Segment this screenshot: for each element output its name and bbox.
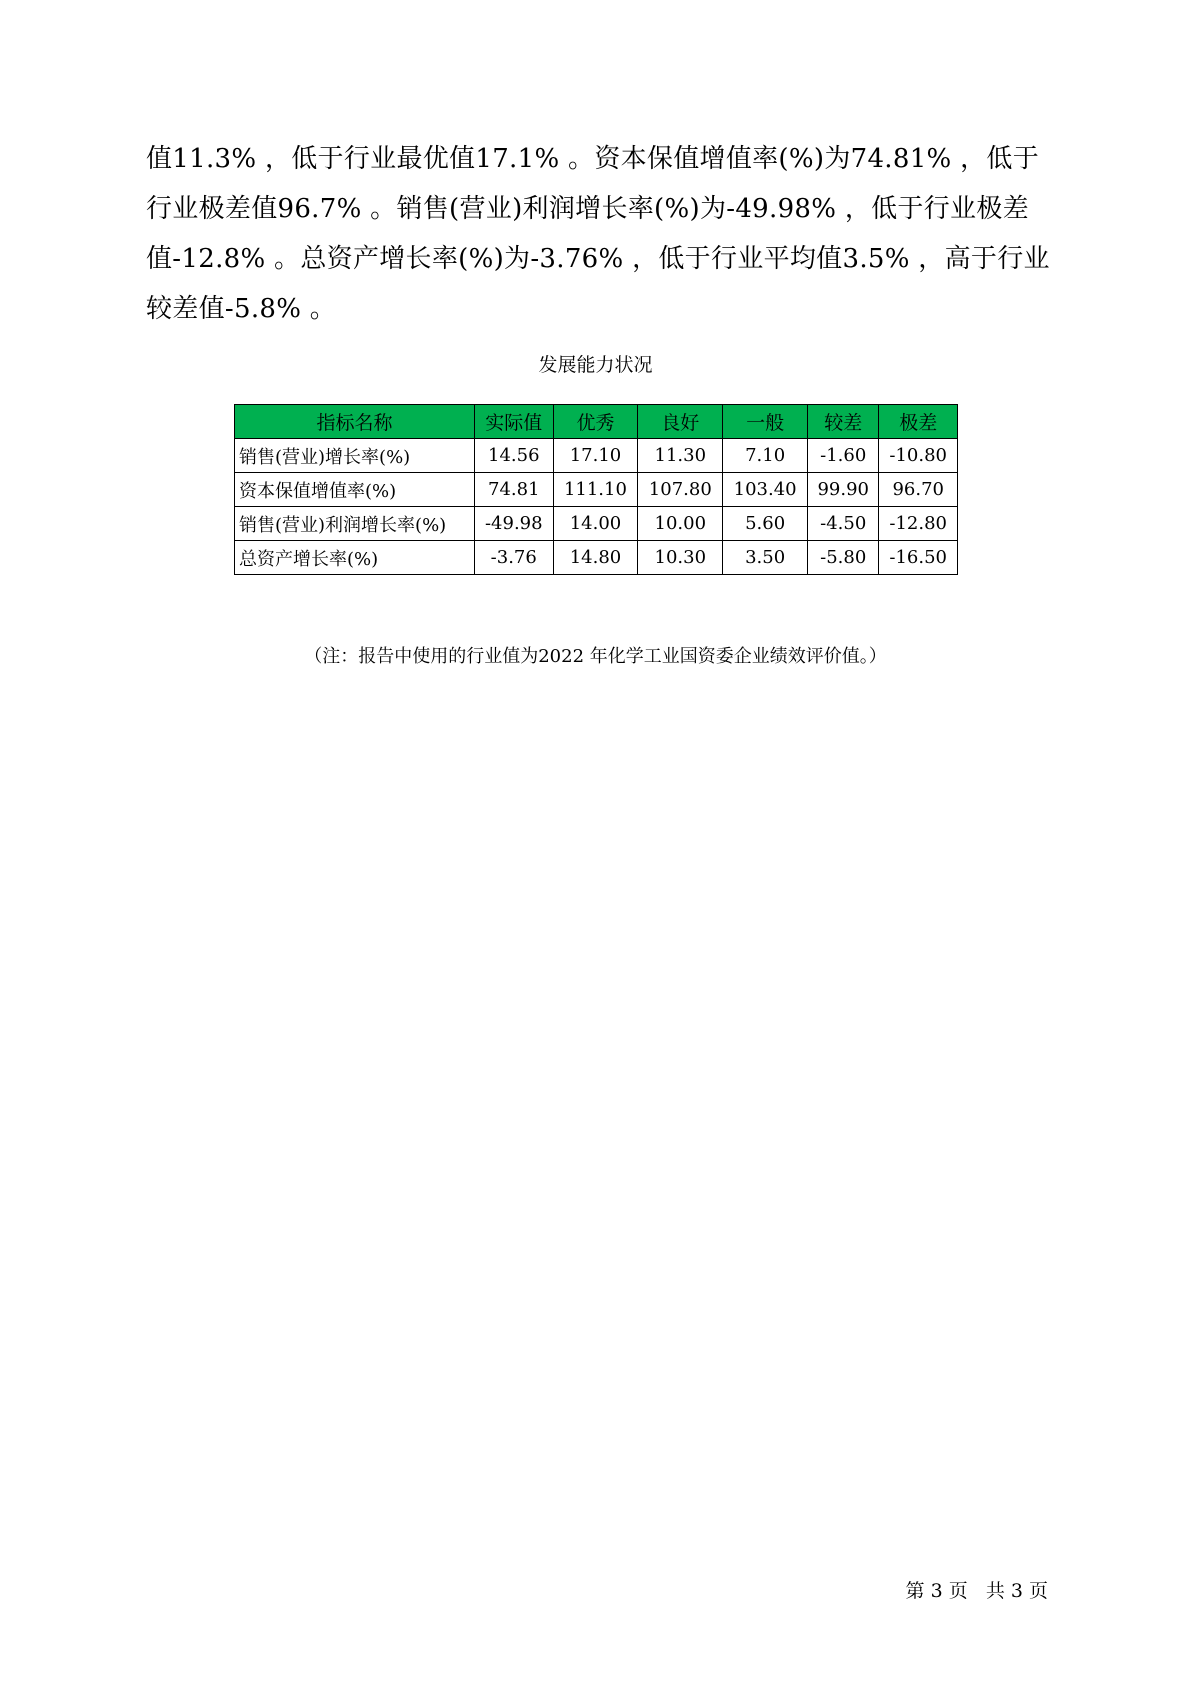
row-indicator-name: 销售(营业)增长率(%) [235, 439, 475, 473]
page-total: 共 3 页 [985, 1580, 1048, 1602]
cell-excellent: 17.10 [553, 439, 638, 473]
header-average: 一般 [723, 405, 808, 439]
cell-actual: -49.98 [475, 507, 554, 541]
paragraph-line: 值-12.8% 。总资产增长率(%)为-3.76% ，低于行业平均值3.5% ，高于行业 [146, 244, 1050, 274]
row-indicator-name: 资本保值增值率(%) [235, 473, 475, 507]
header-indicator-name: 指标名称 [235, 405, 475, 439]
cell-good: 10.00 [638, 507, 723, 541]
cell-good: 107.80 [638, 473, 723, 507]
cell-worst: 96.70 [879, 473, 958, 507]
table-row [235, 473, 958, 507]
header-worst: 极差 [879, 405, 958, 439]
cell-average: 7.10 [723, 439, 808, 473]
cell-excellent: 111.10 [553, 473, 638, 507]
table-row [235, 439, 958, 473]
cell-actual: 14.56 [475, 439, 554, 473]
cell-worst: -16.50 [879, 541, 958, 575]
cell-good: 10.30 [638, 541, 723, 575]
paragraph-line: 值11.3% ，低于行业最优值17.1% 。资本保值增值率(%)为74.81% ，低于 [146, 144, 1040, 174]
cell-actual: 74.81 [475, 473, 554, 507]
page-footer [906, 1576, 1048, 1603]
header-excellent: 优秀 [553, 405, 638, 439]
paragraph-line: 较差值-5.8% 。 [146, 294, 337, 324]
footnote: （注：报告中使用的行业值为2022 年化学工业国资委企业绩效评价值。） [304, 646, 887, 667]
cell-excellent: 14.80 [553, 541, 638, 575]
cell-poor: 99.90 [808, 473, 879, 507]
cell-excellent: 14.00 [553, 507, 638, 541]
table-row [235, 507, 958, 541]
analysis-paragraph [146, 134, 1050, 334]
cell-actual: -3.76 [475, 541, 554, 575]
cell-average: 5.60 [723, 507, 808, 541]
header-good: 良好 [638, 405, 723, 439]
header-actual: 实际值 [475, 405, 554, 439]
cell-good: 11.30 [638, 439, 723, 473]
page-number: 第 3 页 [905, 1580, 968, 1602]
table-header-row [235, 405, 958, 439]
row-indicator-name: 总资产增长率(%) [235, 541, 475, 575]
cell-worst: -10.80 [879, 439, 958, 473]
development-capability-table [234, 404, 958, 575]
table-caption: 发展能力状况 [538, 354, 653, 376]
cell-poor: -1.60 [808, 439, 879, 473]
cell-poor: -5.80 [808, 541, 879, 575]
paragraph-line: 行业极差值96.7% 。销售(营业)利润增长率(%)为-49.98% ，低于行业极差 [146, 194, 1029, 224]
cell-average: 3.50 [723, 541, 808, 575]
cell-average: 103.40 [723, 473, 808, 507]
header-poor: 较差 [808, 405, 879, 439]
table-row [235, 541, 958, 575]
cell-worst: -12.80 [879, 507, 958, 541]
cell-poor: -4.50 [808, 507, 879, 541]
row-indicator-name: 销售(营业)利润增长率(%) [235, 507, 475, 541]
